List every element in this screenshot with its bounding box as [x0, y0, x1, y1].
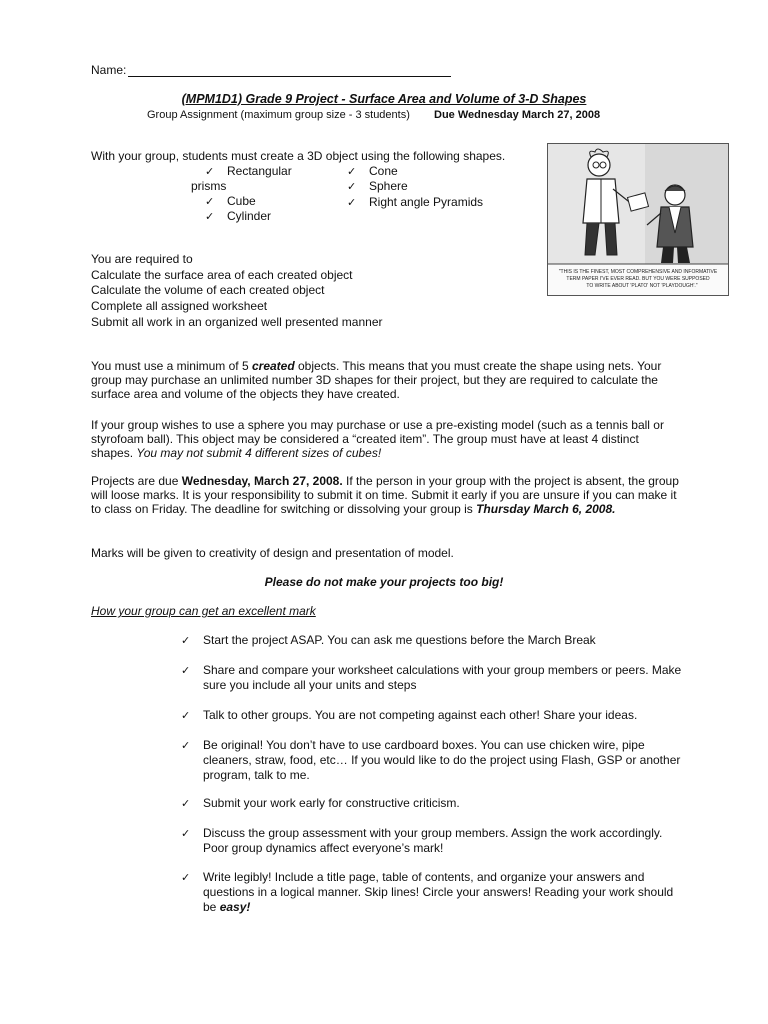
requirement-line: Calculate the surface area of each created object	[91, 268, 353, 282]
shape-item-continued: prisms	[191, 179, 227, 193]
requirement-line: Calculate the volume of each created object	[91, 283, 325, 297]
shape-item: ✓ Cube	[205, 194, 256, 208]
check-icon: ✓	[347, 180, 357, 193]
intro-text: With your group, students must create a 3D object using the following shapes.	[91, 149, 506, 163]
paragraph-marks: Marks will be given to creativity of design and presentation of model.	[91, 546, 454, 560]
cartoon-illustration	[547, 143, 729, 296]
requirement-line: Submit all work in an organized well presented manner	[91, 315, 383, 329]
check-icon: ✓	[181, 709, 191, 722]
check-icon: ✓	[181, 634, 191, 647]
tip-item: ✓ Submit your work early for constructive criticism.	[181, 796, 460, 810]
tip-item: ✓ Start the project ASAP. You can ask me questions before the March Break	[181, 633, 596, 647]
cartoon-image	[547, 143, 729, 296]
due-date: Due Wednesday March 27, 2008	[434, 109, 601, 121]
shape-item: ✓ Right angle Pyramids	[347, 195, 484, 209]
check-icon: ✓	[181, 827, 191, 840]
paragraph-due-date: Projects are due Wednesday, March 27, 2008. If the person in your group with the project is absent, the group will loose marks. It is your responsibility to submit it on time. Submit it early if you are unsure if you can make it to class on Friday. The deadline for switching or dissolving your group is Thursday March 6, 2008.	[91, 474, 679, 516]
shape-item: ✓ Rectangular	[205, 164, 292, 178]
check-icon: ✓	[347, 165, 357, 178]
cartoon-caption: TERM PAPER I'VE EVER READ. BUT YOU WERE SUPPOSED	[566, 276, 710, 282]
name-blank-line	[128, 76, 451, 77]
name-label: Name:	[91, 63, 127, 77]
check-icon: ✓	[181, 871, 191, 884]
cartoon-caption: TO WRITE ABOUT 'PLATO' NOT 'PLAYDOUGH'."	[586, 283, 698, 289]
page-title: (MPM1D1) Grade 9 Project - Surface Area and Volume of 3-D Shapes	[181, 92, 587, 106]
tip-item: ✓ Talk to other groups. You are not competing against each other! Share your ideas.	[181, 708, 638, 722]
check-icon: ✓	[205, 195, 215, 208]
tip-item: ✓ Be original! You don’t have to use cardboard boxes. You can use chicken wire, pipe cleaners, straw, food, etc… If you would like to do the project using Flash, GSP or another program, talk to me.	[181, 738, 681, 782]
shape-item: ✓ Cylinder	[205, 209, 272, 223]
check-icon: ✓	[347, 196, 357, 209]
size-warning: Please do not make your projects too big!	[264, 575, 504, 589]
tips-heading: How your group can get an excellent mark	[91, 604, 316, 618]
shape-item: ✓ Sphere	[347, 179, 408, 193]
paragraph-sphere: If your group wishes to use a sphere you may purchase or use a pre-existing model (such as a tennis ball or styrofoam ball). This object may be considered a “created item”. The group must have at least 4 distinct shapes. You may not submit 4 different sizes of cubes!	[91, 418, 664, 460]
check-icon: ✓	[205, 165, 215, 178]
cartoon-caption: "THIS IS THE FINEST, MOST COMPREHENSIVE AND INFORMATIVE	[558, 269, 718, 275]
shape-item: ✓ Cone	[347, 164, 398, 178]
paragraph-created-objects: You must use a minimum of 5 created objects. This means that you must create the shape using nets. Your group may purchase an unlimited number 3D shapes for their project, but they are required to calculate the surface area and volume of the objects they have created.	[91, 359, 662, 401]
check-icon: ✓	[181, 797, 191, 810]
tip-item: ✓ Share and compare your worksheet calculations with your group members or peers. Make sure you include all your units and steps	[181, 663, 682, 692]
tip-item: ✓ Discuss the group assessment with your group members. Assign the work accordingly. Poor group dynamics affect everyone’s mark!	[181, 826, 663, 855]
check-icon: ✓	[181, 664, 191, 677]
check-icon: ✓	[181, 739, 191, 752]
requirement-line: You are required to	[91, 252, 193, 266]
requirement-line: Complete all assigned worksheet	[91, 299, 268, 313]
check-icon: ✓	[205, 210, 215, 223]
tip-item: ✓ Write legibly! Include a title page, table of contents, and organize your answers and questions in a logical manner. Skip lines! Circle your answers! Reading your work should be easy!	[181, 870, 674, 914]
assignment-subtitle: Group Assignment (maximum group size - 3 students)	[147, 109, 410, 121]
